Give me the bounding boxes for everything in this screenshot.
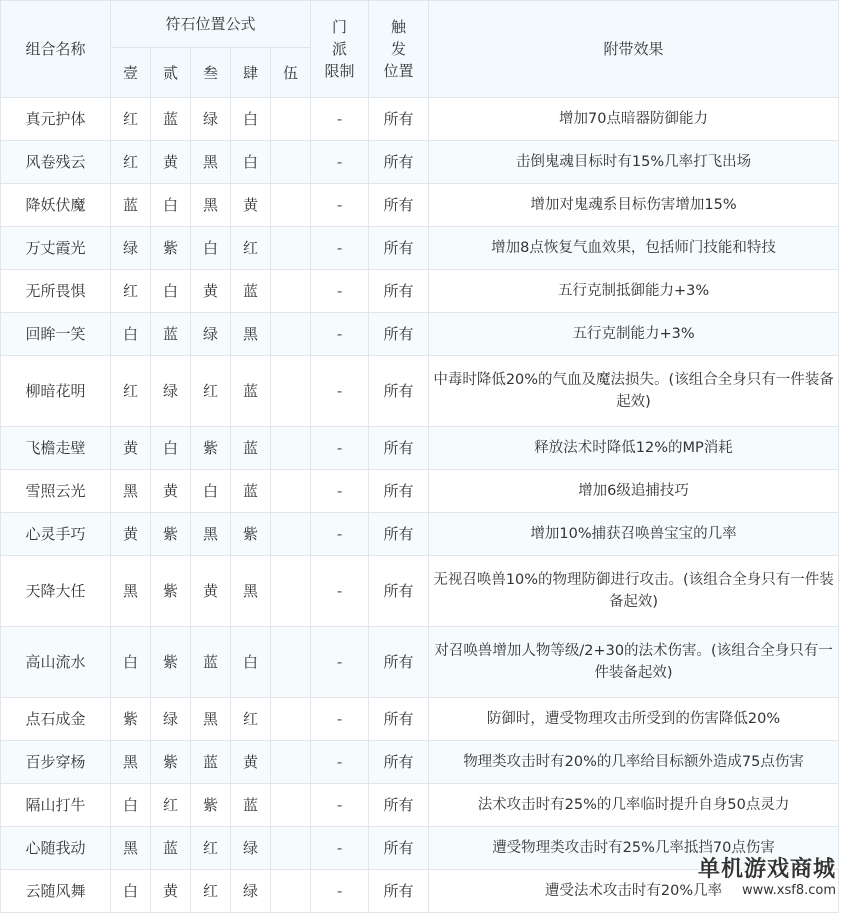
slot-1-cell: 绿 <box>111 227 151 270</box>
slot-4-cell: 绿 <box>231 870 271 913</box>
school-limit-cell: - <box>311 470 369 513</box>
school-limit-cell: - <box>311 784 369 827</box>
slot-3-cell: 绿 <box>191 98 231 141</box>
slot-5-cell <box>271 698 311 741</box>
table-body <box>1 98 839 913</box>
slot-4-cell: 蓝 <box>231 784 271 827</box>
slot-4-cell: 黑 <box>231 556 271 627</box>
school-limit-cell: - <box>311 313 369 356</box>
school-limit-cell: - <box>311 870 369 913</box>
table-row <box>1 184 839 227</box>
slot-3-cell: 红 <box>191 356 231 427</box>
trigger-cell: 所有 <box>369 698 429 741</box>
trigger-cell: 所有 <box>369 313 429 356</box>
effect-cell: 五行克制能力+3% <box>429 313 839 356</box>
effect-cell: 五行克制抵御能力+3% <box>429 270 839 313</box>
slot-5-cell <box>271 627 311 698</box>
trigger-cell: 所有 <box>369 741 429 784</box>
slot-3-cell: 绿 <box>191 313 231 356</box>
combo-name-cell: 百步穿杨 <box>1 741 111 784</box>
trigger-cell: 所有 <box>369 356 429 427</box>
trigger-cell: 所有 <box>369 827 429 870</box>
slot-4-cell: 绿 <box>231 827 271 870</box>
school-limit-cell: - <box>311 356 369 427</box>
slot-5-cell <box>271 470 311 513</box>
combo-name-cell: 心随我动 <box>1 827 111 870</box>
slot-4-cell: 白 <box>231 98 271 141</box>
slot-1-cell: 黑 <box>111 827 151 870</box>
slot-4-cell: 白 <box>231 627 271 698</box>
slot-5-cell <box>271 870 311 913</box>
table-row <box>1 356 839 427</box>
combo-name-cell: 云随风舞 <box>1 870 111 913</box>
header-position-1: 壹 <box>111 48 151 98</box>
trigger-cell: 所有 <box>369 427 429 470</box>
trigger-cell: 所有 <box>369 98 429 141</box>
combo-name-cell: 飞檐走壁 <box>1 427 111 470</box>
trigger-cell: 所有 <box>369 627 429 698</box>
slot-3-cell: 紫 <box>191 784 231 827</box>
school-limit-cell: - <box>311 741 369 784</box>
slot-4-cell: 白 <box>231 141 271 184</box>
slot-5-cell <box>271 784 311 827</box>
trigger-cell: 所有 <box>369 184 429 227</box>
header-position-3: 叁 <box>191 48 231 98</box>
school-limit-cell: - <box>311 270 369 313</box>
slot-3-cell: 蓝 <box>191 627 231 698</box>
combo-name-cell: 雪照云光 <box>1 470 111 513</box>
slot-1-cell: 白 <box>111 870 151 913</box>
slot-1-cell: 白 <box>111 627 151 698</box>
header-school-limit: 门 派 限制 <box>311 1 369 98</box>
combo-name-cell: 高山流水 <box>1 627 111 698</box>
slot-2-cell: 红 <box>151 784 191 827</box>
slot-1-cell: 黑 <box>111 556 151 627</box>
trigger-cell: 所有 <box>369 556 429 627</box>
slot-1-cell: 红 <box>111 356 151 427</box>
slot-2-cell: 绿 <box>151 698 191 741</box>
slot-4-cell: 黄 <box>231 184 271 227</box>
table-row <box>1 470 839 513</box>
slot-2-cell: 白 <box>151 270 191 313</box>
trigger-cell: 所有 <box>369 784 429 827</box>
header-position-4: 肆 <box>231 48 271 98</box>
combo-name-cell: 真元护体 <box>1 98 111 141</box>
table-row <box>1 227 839 270</box>
slot-2-cell: 蓝 <box>151 313 191 356</box>
table-row <box>1 784 839 827</box>
slot-1-cell: 红 <box>111 141 151 184</box>
effect-cell: 增加6级追捕技巧 <box>429 470 839 513</box>
slot-4-cell: 蓝 <box>231 427 271 470</box>
slot-4-cell: 红 <box>231 227 271 270</box>
slot-5-cell <box>271 827 311 870</box>
slot-3-cell: 黑 <box>191 184 231 227</box>
slot-2-cell: 紫 <box>151 627 191 698</box>
trigger-cell: 所有 <box>369 513 429 556</box>
effect-cell: 中毒时降低20%的气血及魔法损失。(该组合全身只有一件装备起效) <box>429 356 839 427</box>
slot-1-cell: 紫 <box>111 698 151 741</box>
effect-cell: 法术攻击时有25%的几率临时提升自身50点灵力 <box>429 784 839 827</box>
slot-2-cell: 紫 <box>151 513 191 556</box>
header-combo-name: 组合名称 <box>1 1 111 98</box>
effect-cell: 遭受法术攻击时有20%几率 <box>429 870 839 913</box>
effect-cell: 增加10%捕获召唤兽宝宝的几率 <box>429 513 839 556</box>
slot-1-cell: 红 <box>111 270 151 313</box>
slot-5-cell <box>271 270 311 313</box>
slot-1-cell: 黑 <box>111 470 151 513</box>
slot-1-cell: 白 <box>111 784 151 827</box>
combo-name-cell: 无所畏惧 <box>1 270 111 313</box>
header-position-2: 贰 <box>151 48 191 98</box>
effect-cell: 增加70点暗器防御能力 <box>429 98 839 141</box>
school-limit-cell: - <box>311 827 369 870</box>
slot-2-cell: 绿 <box>151 356 191 427</box>
table-row <box>1 98 839 141</box>
slot-3-cell: 红 <box>191 827 231 870</box>
trigger-cell: 所有 <box>369 270 429 313</box>
slot-3-cell: 白 <box>191 227 231 270</box>
slot-5-cell <box>271 227 311 270</box>
slot-2-cell: 紫 <box>151 741 191 784</box>
slot-2-cell: 黄 <box>151 141 191 184</box>
table-row <box>1 741 839 784</box>
effect-cell: 对召唤兽增加人物等级/2+30的法术伤害。(该组合全身只有一件装备起效) <box>429 627 839 698</box>
school-limit-cell: - <box>311 227 369 270</box>
table-row <box>1 141 839 184</box>
slot-1-cell: 黄 <box>111 427 151 470</box>
effect-cell: 增加8点恢复气血效果，包括师门技能和特技 <box>429 227 839 270</box>
header-effect: 附带效果 <box>429 1 839 98</box>
effect-cell: 防御时，遭受物理攻击所受到的伤害降低20% <box>429 698 839 741</box>
slot-2-cell: 紫 <box>151 227 191 270</box>
slot-2-cell: 蓝 <box>151 827 191 870</box>
slot-2-cell: 紫 <box>151 556 191 627</box>
combo-name-cell: 隔山打牛 <box>1 784 111 827</box>
slot-5-cell <box>271 313 311 356</box>
school-limit-cell: - <box>311 513 369 556</box>
table-row <box>1 698 839 741</box>
table-row <box>1 270 839 313</box>
slot-2-cell: 黄 <box>151 870 191 913</box>
slot-4-cell: 紫 <box>231 513 271 556</box>
slot-5-cell <box>271 184 311 227</box>
slot-1-cell: 蓝 <box>111 184 151 227</box>
slot-3-cell: 白 <box>191 470 231 513</box>
table-row <box>1 313 839 356</box>
table-row <box>1 513 839 556</box>
school-limit-cell: - <box>311 556 369 627</box>
slot-4-cell: 红 <box>231 698 271 741</box>
combo-name-cell: 万丈霞光 <box>1 227 111 270</box>
combo-name-cell: 点石成金 <box>1 698 111 741</box>
slot-4-cell: 蓝 <box>231 270 271 313</box>
school-limit-cell: - <box>311 627 369 698</box>
school-limit-cell: - <box>311 184 369 227</box>
table-row <box>1 556 839 627</box>
slot-3-cell: 黑 <box>191 698 231 741</box>
slot-4-cell: 蓝 <box>231 470 271 513</box>
slot-5-cell <box>271 556 311 627</box>
trigger-cell: 所有 <box>369 141 429 184</box>
slot-5-cell <box>271 741 311 784</box>
school-limit-cell: - <box>311 141 369 184</box>
school-limit-cell: - <box>311 698 369 741</box>
school-limit-cell: - <box>311 427 369 470</box>
watermark-url: www.xsf8.com <box>741 883 836 898</box>
slot-1-cell: 黄 <box>111 513 151 556</box>
slot-3-cell: 红 <box>191 870 231 913</box>
header-formula: 符石位置公式 <box>111 1 311 48</box>
trigger-cell: 所有 <box>369 227 429 270</box>
slot-3-cell: 黄 <box>191 270 231 313</box>
school-limit-cell: - <box>311 98 369 141</box>
effect-cell: 增加对鬼魂系目标伤害增加15% <box>429 184 839 227</box>
slot-2-cell: 蓝 <box>151 98 191 141</box>
slot-1-cell: 白 <box>111 313 151 356</box>
watermark-title: 单机游戏商城 <box>697 857 836 882</box>
slot-4-cell: 蓝 <box>231 356 271 427</box>
slot-3-cell: 紫 <box>191 427 231 470</box>
combo-name-cell: 回眸一笑 <box>1 313 111 356</box>
table-row <box>1 627 839 698</box>
trigger-cell: 所有 <box>369 870 429 913</box>
slot-3-cell: 蓝 <box>191 741 231 784</box>
effect-cell: 物理类攻击时有20%的几率给目标额外造成75点伤害 <box>429 741 839 784</box>
slot-5-cell <box>271 427 311 470</box>
effect-cell: 释放法术时降低12%的MP消耗 <box>429 427 839 470</box>
slot-5-cell <box>271 98 311 141</box>
effect-cell: 无视召唤兽10%的物理防御进行攻击。(该组合全身只有一件装备起效) <box>429 556 839 627</box>
trigger-cell: 所有 <box>369 470 429 513</box>
slot-5-cell <box>271 141 311 184</box>
slot-3-cell: 黑 <box>191 513 231 556</box>
slot-2-cell: 黄 <box>151 470 191 513</box>
slot-2-cell: 白 <box>151 427 191 470</box>
header-position-5: 伍 <box>271 48 311 98</box>
slot-1-cell: 黑 <box>111 741 151 784</box>
slot-4-cell: 黑 <box>231 313 271 356</box>
effect-cell: 击倒鬼魂目标时有15%几率打飞出场 <box>429 141 839 184</box>
slot-3-cell: 黑 <box>191 141 231 184</box>
combo-name-cell: 天降大任 <box>1 556 111 627</box>
combo-name-cell: 降妖伏魔 <box>1 184 111 227</box>
combo-name-cell: 柳暗花明 <box>1 356 111 427</box>
table-row <box>1 427 839 470</box>
slot-3-cell: 黄 <box>191 556 231 627</box>
slot-4-cell: 黄 <box>231 741 271 784</box>
combo-name-cell: 心灵手巧 <box>1 513 111 556</box>
site-watermark <box>676 857 836 905</box>
effect-cell: 遭受物理类攻击时有25%几率抵挡70点伤害 <box>429 827 839 870</box>
slot-2-cell: 白 <box>151 184 191 227</box>
header-trigger-position: 触 发 位置 <box>369 1 429 98</box>
slot-5-cell <box>271 513 311 556</box>
slot-5-cell <box>271 356 311 427</box>
slot-1-cell: 红 <box>111 98 151 141</box>
combo-name-cell: 风卷残云 <box>1 141 111 184</box>
